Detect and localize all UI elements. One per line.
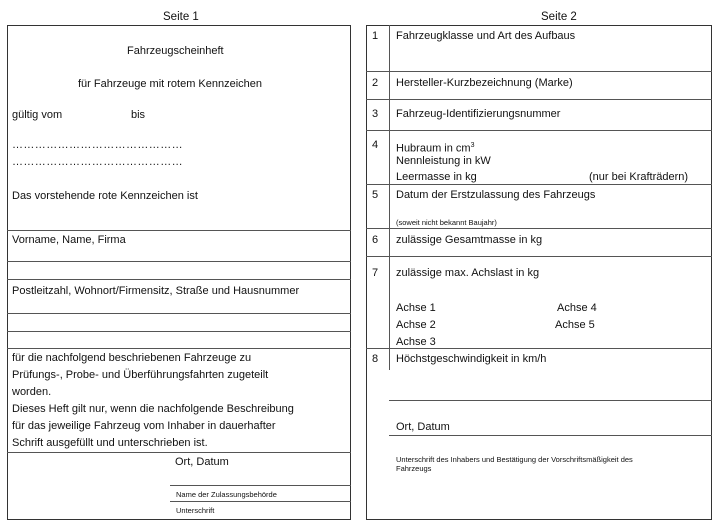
row-number: 6	[372, 234, 379, 246]
authority-label: Name der Zulassungsbehörde	[176, 490, 277, 499]
page1-subtitle: für Fahrzeuge mit rotem Kennzeichen	[78, 78, 263, 90]
info-line: für das jeweilige Fahrzeug vom Inhaber in dauerhafter	[12, 420, 276, 432]
row-divider	[366, 256, 712, 257]
row-note: (nur bei Krafträdern)	[589, 171, 689, 183]
row-number: 7	[372, 267, 379, 279]
divider	[7, 279, 351, 280]
divider	[7, 261, 351, 262]
signature-note: Unterschrift des Inhabers und Bestätigung der Vorschriftsmäßigkeit des	[396, 455, 633, 464]
divider	[7, 348, 351, 349]
page1-title: Fahrzeugscheinheft	[127, 45, 224, 57]
axle-label: Achse 3	[396, 336, 436, 348]
axle-label: Achse 5	[555, 319, 595, 331]
row-label: Hubraum in $cm^3$	[396, 142, 475, 155]
divider	[7, 230, 351, 231]
page2-header: Seite 2	[541, 11, 577, 23]
info-line: Dieses Heft gilt nur, wenn die nachfolgende Beschreibung	[12, 403, 294, 415]
row-divider	[366, 130, 712, 131]
axle-label: Achse 1	[396, 302, 436, 314]
page1-header: Seite 1	[163, 11, 199, 23]
info-line: für die nachfolgend beschriebenen Fahrzeuge zu	[12, 352, 252, 364]
row-label: Fahrzeug-Identifizierungsnummer	[396, 108, 561, 120]
signature-line	[170, 485, 351, 486]
address-label: Postleitzahl, Wohnort/Firmensitz, Straße und Hausnummer	[12, 285, 300, 297]
row-number: 1	[372, 30, 379, 42]
valid-to-label: bis	[131, 109, 146, 121]
row-label: Hersteller-Kurzbezeichnung (Marke)	[396, 77, 573, 89]
row-number: 4	[372, 139, 379, 151]
row-label-line2: Nennleistung in kW	[396, 155, 491, 167]
row-label: zulässige Gesamtmasse in kg	[396, 234, 543, 246]
row-label: zulässige max. Achslast in kg	[396, 267, 540, 279]
axle-label: Achse 2	[396, 319, 436, 331]
footer-line	[389, 435, 712, 436]
row-divider	[366, 348, 712, 349]
row-number: 8	[372, 353, 379, 365]
divider	[7, 313, 351, 314]
plate-text: Das vorstehende rote Kennzeichen ist	[12, 190, 198, 202]
name-label: Vorname, Name, Firma	[12, 234, 126, 246]
signature-line	[170, 501, 351, 502]
page2-place-date: Ort, Datum	[396, 421, 450, 433]
footer-line	[389, 400, 712, 401]
row-number: 2	[372, 77, 379, 89]
row-divider	[366, 71, 712, 72]
info-line: Prüfungs-, Probe- und Überführungsfahrten zugeteilt	[12, 369, 269, 381]
divider	[7, 331, 351, 332]
row-label: Datum der Erstzulassung des Fahrzeugs	[396, 189, 596, 201]
row-label-line3: Leermasse in kg	[396, 171, 477, 183]
signature-note: Fahrzeugs	[396, 464, 432, 473]
row-label: Höchstgeschwindigkeit in km/h	[396, 353, 547, 365]
page1-place-date: Ort, Datum	[175, 456, 229, 468]
row-label: Fahrzeugklasse und Art des Aufbaus	[396, 30, 576, 42]
divider	[7, 452, 351, 453]
info-line: worden.	[12, 386, 52, 398]
row-divider	[366, 184, 712, 185]
row-divider	[366, 99, 712, 100]
row-number: 3	[372, 108, 379, 120]
valid-from-label: gültig vom	[12, 109, 63, 121]
dots-line-2: ………………………………………	[12, 156, 183, 168]
dots-line-1: ………………………………………	[12, 139, 183, 151]
row-note: (soweit nicht bekannt Baujahr)	[396, 218, 497, 227]
axle-label: Achse 4	[557, 302, 597, 314]
info-line: Schrift ausgefüllt und unterschrieben ist.	[12, 437, 208, 449]
row-number: 5	[372, 189, 379, 201]
signature-label: Unterschrift	[176, 506, 215, 515]
row-divider	[366, 228, 712, 229]
superscript: 3	[470, 142, 475, 149]
number-column-divider	[389, 25, 390, 370]
